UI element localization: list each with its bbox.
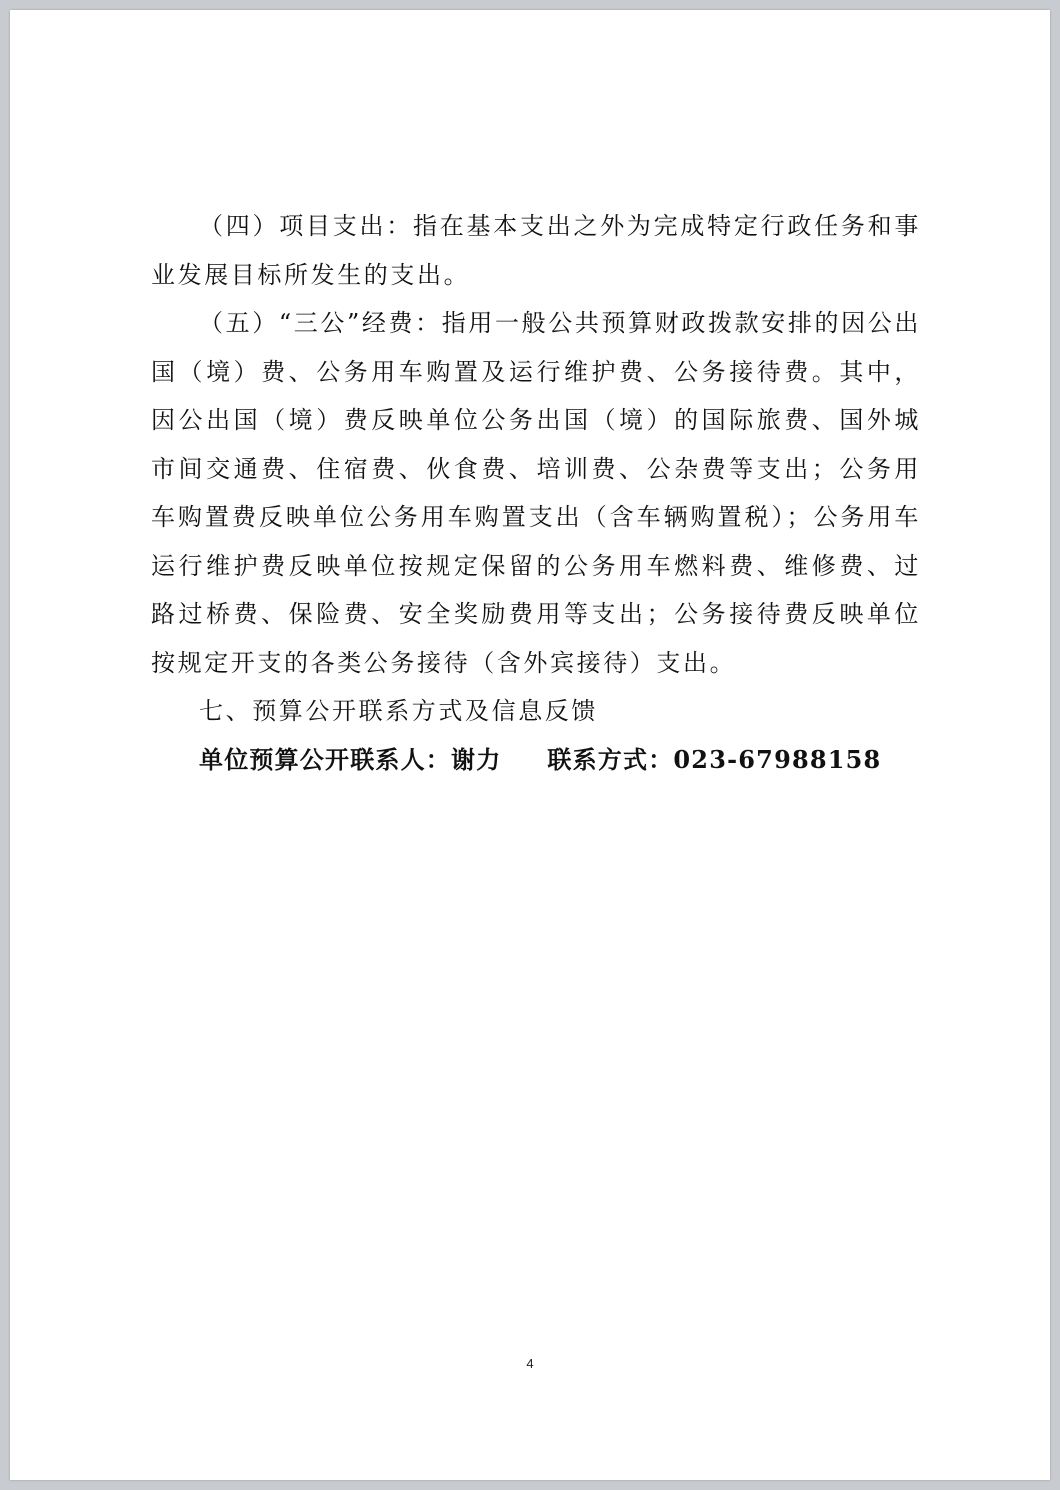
- section-heading-contact: 七、预算公开联系方式及信息反馈: [199, 697, 598, 725]
- page-number: 4: [526, 1356, 534, 1371]
- contact-line: [151, 736, 921, 785]
- contact-method: 联系方式：023-67988158: [547, 744, 882, 774]
- page-content: [151, 202, 921, 784]
- paragraph-project-expenditure: （四）项目支出：指在基本支出之外为完成特定行政任务和事业发展目标所发生的支出。: [151, 212, 921, 289]
- document-page: [10, 10, 1050, 1480]
- paragraph-three-public-expenses: （五）“三公”经费：指用一般公共预算财政拨款安排的因公出国（境）费、公务用车购置及运行维护费、公务接待费。其中，因公出国（境）费反映单位公务出国（境）的国际旅费、国外城市间交通费、住宿费、伙食费、培训费、公杂费等支出；公务用车购置费反映单位公务用车购置支出（含车辆购置税）；公务用车运行维护费反映单位按规定保留的公务用车燃料费、维修费、过路过桥费、保险费、安全奖励费用等支出；公务接待费反映单位按规定开支的各类公务接待（含外宾接待）支出。: [151, 309, 921, 677]
- contact-person: 单位预算公开联系人：谢力: [199, 744, 502, 774]
